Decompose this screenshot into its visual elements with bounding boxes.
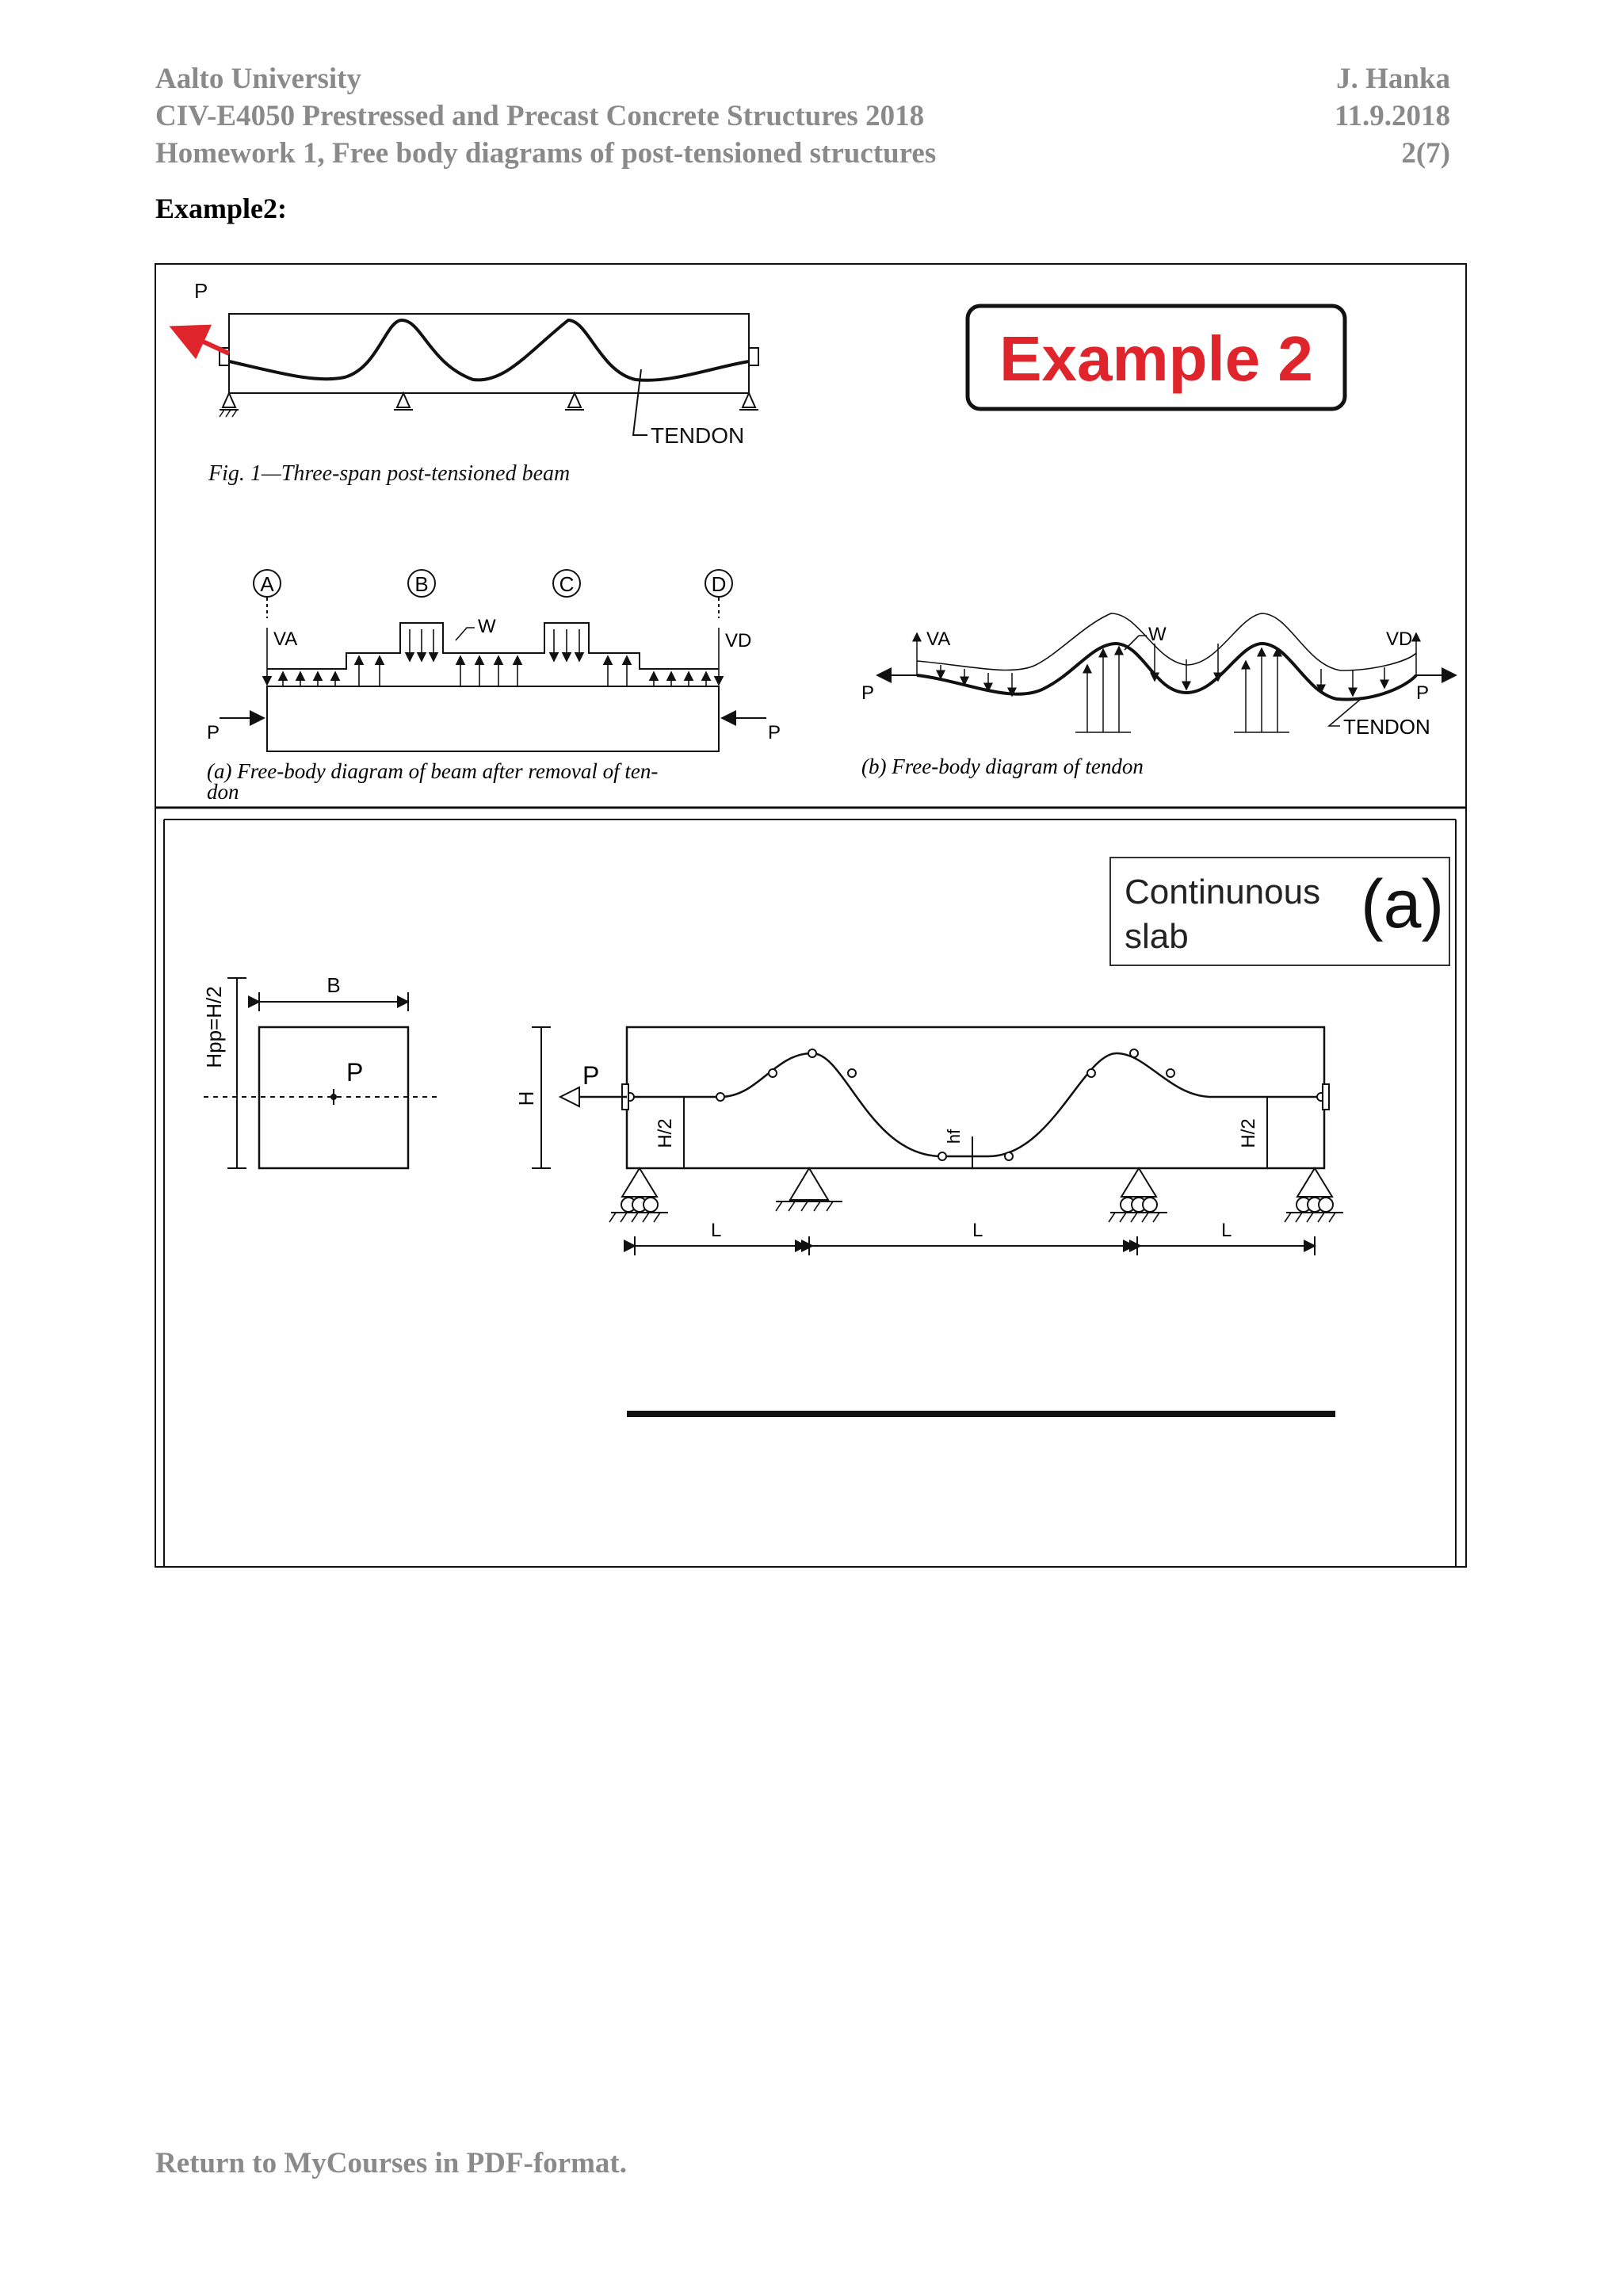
- fig-b-force-right: P: [1416, 682, 1430, 704]
- assignment-title: Homework 1, Free body diagrams of post-tensioned structures: [155, 137, 937, 170]
- slab-badge-line1: Continunous: [1125, 873, 1321, 911]
- support-label-d: D: [711, 572, 727, 596]
- fig-a-force-left: P: [207, 722, 220, 743]
- elevation-height-label: H: [514, 1091, 538, 1106]
- page-header-right: [1335, 60, 1450, 172]
- section-force-label: P: [346, 1058, 364, 1087]
- fig1-support: [743, 393, 755, 407]
- fig-a-caption-1: (a) Free-body diagram of beam after removal of ten-: [207, 759, 659, 783]
- slab-badge-tag: (a): [1361, 866, 1445, 942]
- slab-tendon-profile: [627, 1053, 1324, 1156]
- section-height-label: Hpp=H/2: [202, 986, 226, 1068]
- institution: Aalto University: [155, 63, 361, 95]
- fig-a-reaction-va: VA: [273, 628, 298, 650]
- continuous-slab-badge: [1110, 858, 1449, 965]
- drop-label: hf: [944, 1129, 964, 1144]
- page-number: 2(7): [1401, 137, 1450, 170]
- half-height-left: H/2: [655, 1118, 676, 1148]
- fig-a-force-right: P: [768, 722, 781, 743]
- fig-a-beam-fbd: [207, 570, 781, 804]
- span-label-1: L: [711, 1220, 722, 1241]
- fig-b-caption: (b) Free-body diagram of tendon: [861, 755, 1144, 778]
- fig1-support: [568, 393, 581, 407]
- figure-panel: [155, 263, 1467, 1568]
- course-title: CIV-E4050 Prestressed and Precast Concrete Structures 2018: [155, 100, 925, 132]
- submission-note: Return to MyCourses in PDF-format.: [155, 2147, 627, 2179]
- fig-b-load-arrows: [917, 633, 1416, 732]
- fig-b-load-label: W: [1148, 624, 1167, 645]
- fig1-beam: [174, 279, 758, 486]
- fig-b-tendon: [917, 644, 1416, 699]
- fig1-support: [397, 393, 410, 407]
- slab-cross-section: [202, 973, 440, 1168]
- elevation-force-label: P: [582, 1061, 600, 1090]
- fig-b-force-left: P: [861, 682, 875, 704]
- pin-support: [776, 1168, 842, 1201]
- roller-support: [1286, 1168, 1343, 1213]
- fig1-force-label: P: [194, 279, 208, 303]
- tendon-points: [626, 1049, 1325, 1160]
- slab-badge-line2: slab: [1125, 917, 1189, 956]
- fig-b-reaction-vd: VD: [1386, 628, 1413, 650]
- fig1-support: [223, 393, 235, 407]
- date: 11.9.2018: [1335, 100, 1450, 132]
- author: J. Hanka: [1336, 63, 1450, 95]
- roller-support: [1110, 1168, 1167, 1213]
- span-label-3: L: [1221, 1220, 1232, 1241]
- example-heading: Example2:: [155, 193, 287, 224]
- support-label-c: C: [559, 572, 575, 596]
- fig-a-caption-2: don: [207, 780, 239, 804]
- support-label-b: B: [414, 572, 429, 596]
- fig1-tendon-label: TENDON: [651, 423, 745, 448]
- slab-elevation: [514, 1027, 1343, 1255]
- half-height-right: H/2: [1238, 1118, 1259, 1148]
- fig-b-reaction-va: VA: [926, 628, 951, 650]
- page-header-left: [155, 60, 936, 172]
- fig-a-reaction-vd: VD: [725, 630, 752, 651]
- support-label-a: A: [260, 572, 274, 596]
- fig-b-tendon-label: TENDON: [1343, 715, 1430, 739]
- fig-a-load-label: W: [478, 616, 496, 637]
- span-label-2: L: [972, 1220, 983, 1241]
- fig1-caption: Fig. 1—Three-span post-tensioned beam: [208, 461, 571, 486]
- fig1-tendon: [229, 320, 749, 380]
- roller-support: [611, 1168, 668, 1213]
- figure-canvas: [156, 265, 1465, 1566]
- fig1-prestress-arrow: [174, 328, 229, 353]
- example-badge: [968, 306, 1345, 409]
- example-badge-text: Example 2: [999, 323, 1313, 394]
- fig-b-tendon-fbd: [861, 613, 1456, 778]
- section-width-label: B: [327, 973, 341, 997]
